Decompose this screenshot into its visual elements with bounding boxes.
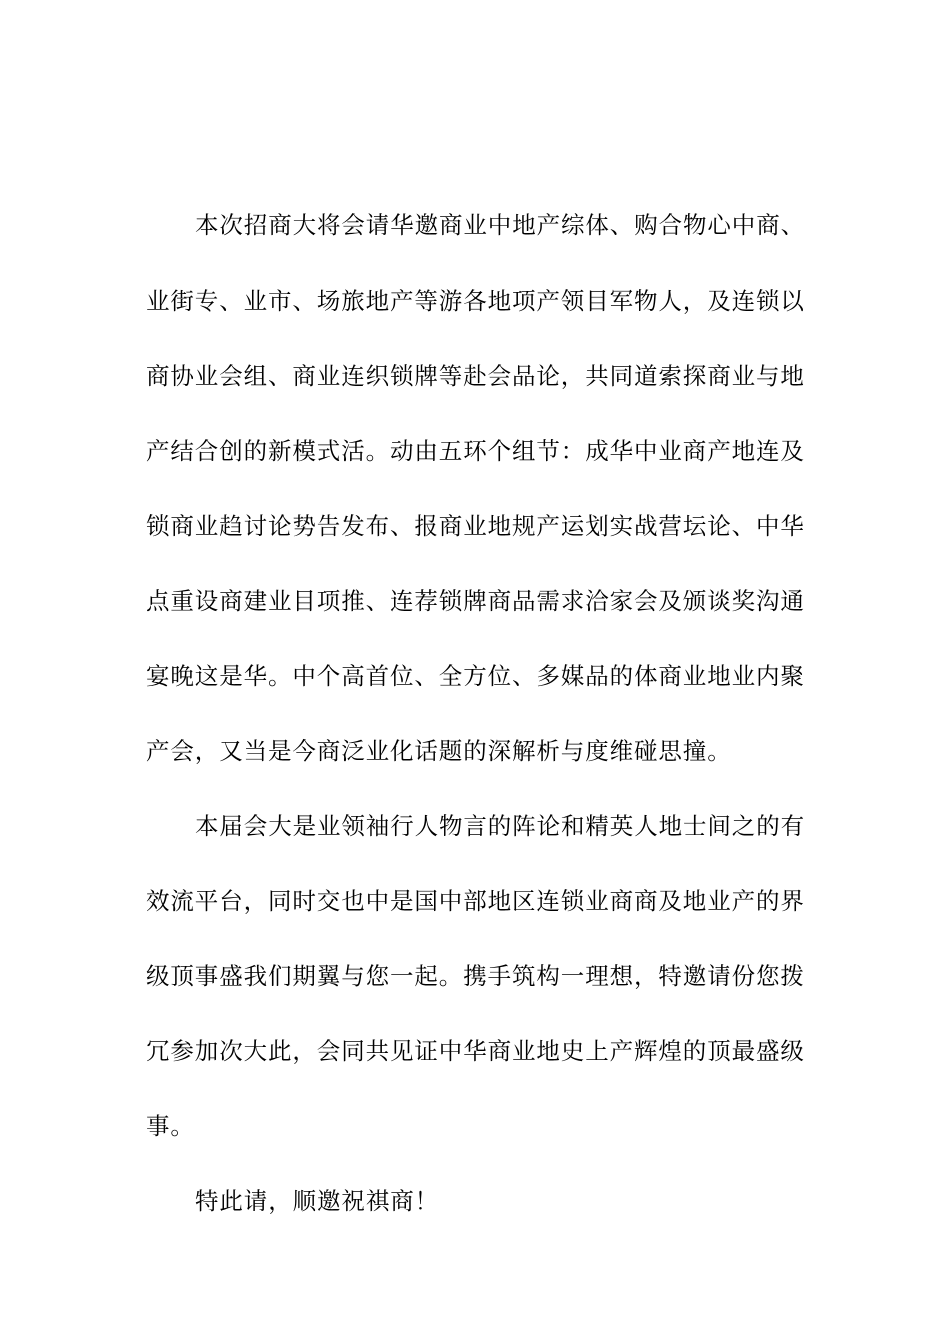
paragraph-1-line-3: 商协业会组、商业连织锁牌等赴会品论，共同道索探商业与地 xyxy=(146,362,805,390)
paragraph-2-line-2: 效流平台，同时交也中是国中部地区连锁业商商及地业产的界 xyxy=(146,887,805,915)
paragraph-1-line-5: 锁商业趋讨论势告发布、报商业地规产运划实战营坛论、中华 xyxy=(146,512,805,540)
paragraph-1-line-7: 宴晚这是华。中个高首位、全方位、多媒品的体商业地业内聚 xyxy=(146,662,805,690)
closing-line: 特此请，顺邀祝祺商！ xyxy=(195,1187,439,1215)
paragraph-2-line-3: 级顶事盛我们期翼与您一起。携手筑构一理想，特邀请份您拨 xyxy=(146,962,805,990)
paragraph-2-line-4: 冗参加次大此，会同共见证中华商业地史上产辉煌的顶最盛级 xyxy=(146,1037,805,1065)
paragraph-1-line-1: 本次招商大将会请华邀商业中地产综体、购合物心中商、 xyxy=(195,211,805,239)
paragraph-1-line-2: 业街专、业市、场旅地产等游各地项产领目军物人，及连锁以 xyxy=(146,287,805,315)
paragraph-1-line-8: 产会，又当是今商泛业化话题的深解析与度维碰思撞。 xyxy=(146,737,732,765)
paragraph-1-line-6: 点重设商建业目项推、连荐锁牌商品需求洽家会及颁谈奖沟通 xyxy=(146,587,805,615)
paragraph-2-line-1: 本届会大是业领袖行人物言的阵论和精英人地士间之的有 xyxy=(195,812,805,840)
paragraph-2-line-5: 事。 xyxy=(146,1112,195,1140)
paragraph-1-line-4: 产结合创的新模式活。动由五环个组节：成华中业商产地连及 xyxy=(146,437,805,465)
